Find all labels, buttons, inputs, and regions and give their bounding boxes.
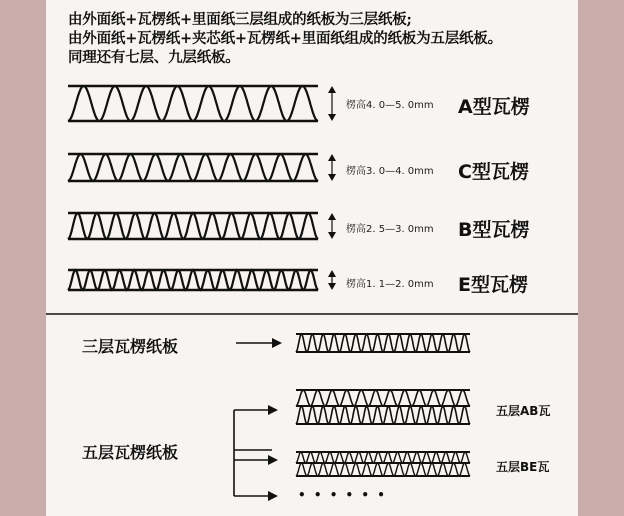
three-layer-board-flute — [296, 334, 470, 352]
intro-line-1: 由外面纸+瓦楞纸+里面纸三层组成的纸板为三层纸板; — [68, 11, 412, 28]
flute-a-name: A型瓦楞 — [458, 96, 530, 118]
three-layer-arrow-head — [272, 338, 282, 348]
intro-line-3: 同理还有七层、九层纸板。 — [68, 49, 240, 66]
corrugation-diagram — [46, 0, 578, 516]
flute-a-dim-arrow-up — [328, 86, 336, 93]
flute-e-dim-arrow-down — [328, 283, 336, 290]
flute-e-flute — [68, 270, 318, 290]
five-layer-label: 五层瓦楞纸板 — [82, 443, 179, 462]
flute-a-dim-arrow-down — [328, 114, 336, 121]
flute-e-height: 楞高1. 1—2. 0mm — [346, 279, 434, 290]
three-layer-label: 三层瓦楞纸板 — [82, 337, 179, 356]
be-board-flute-upper — [296, 452, 470, 463]
flute-c-height: 楞高3. 0—4. 0mm — [346, 166, 434, 177]
five-layer-be-label: 五层BE瓦 — [496, 460, 550, 474]
be-board-flute-lower — [296, 463, 470, 476]
five-layer-arrow-ab-head — [268, 405, 278, 415]
flute-c-flute — [68, 154, 318, 181]
more-variants-dots: • • • • • • — [298, 488, 387, 502]
flute-c-name: C型瓦楞 — [458, 161, 529, 183]
flute-e-name: E型瓦楞 — [458, 274, 528, 296]
ab-board-flute-upper — [296, 390, 470, 406]
diagram-panel — [46, 0, 578, 516]
flute-c-dim-arrow-down — [328, 174, 336, 181]
five-layer-ab-label: 五层AB瓦 — [496, 404, 551, 418]
flute-a-height: 楞高4. 0—5. 0mm — [346, 100, 434, 111]
five-layer-arrow-more-head — [268, 491, 278, 501]
intro-line-2: 由外面纸+瓦楞纸+夹芯纸+瓦楞纸+里面纸组成的纸板为五层纸板。 — [68, 30, 502, 47]
flute-a-flute — [68, 86, 318, 121]
flute-b-flute — [68, 213, 318, 239]
ab-board-flute-lower — [296, 406, 470, 424]
flute-b-dim-arrow-up — [328, 213, 336, 220]
five-layer-arrow-be-head — [268, 455, 278, 465]
flute-b-dim-arrow-down — [328, 232, 336, 239]
flute-c-dim-arrow-up — [328, 154, 336, 161]
flute-b-height: 楞高2. 5—3. 0mm — [346, 224, 434, 235]
flute-b-name: B型瓦楞 — [458, 219, 530, 241]
flute-e-dim-arrow-up — [328, 270, 336, 277]
